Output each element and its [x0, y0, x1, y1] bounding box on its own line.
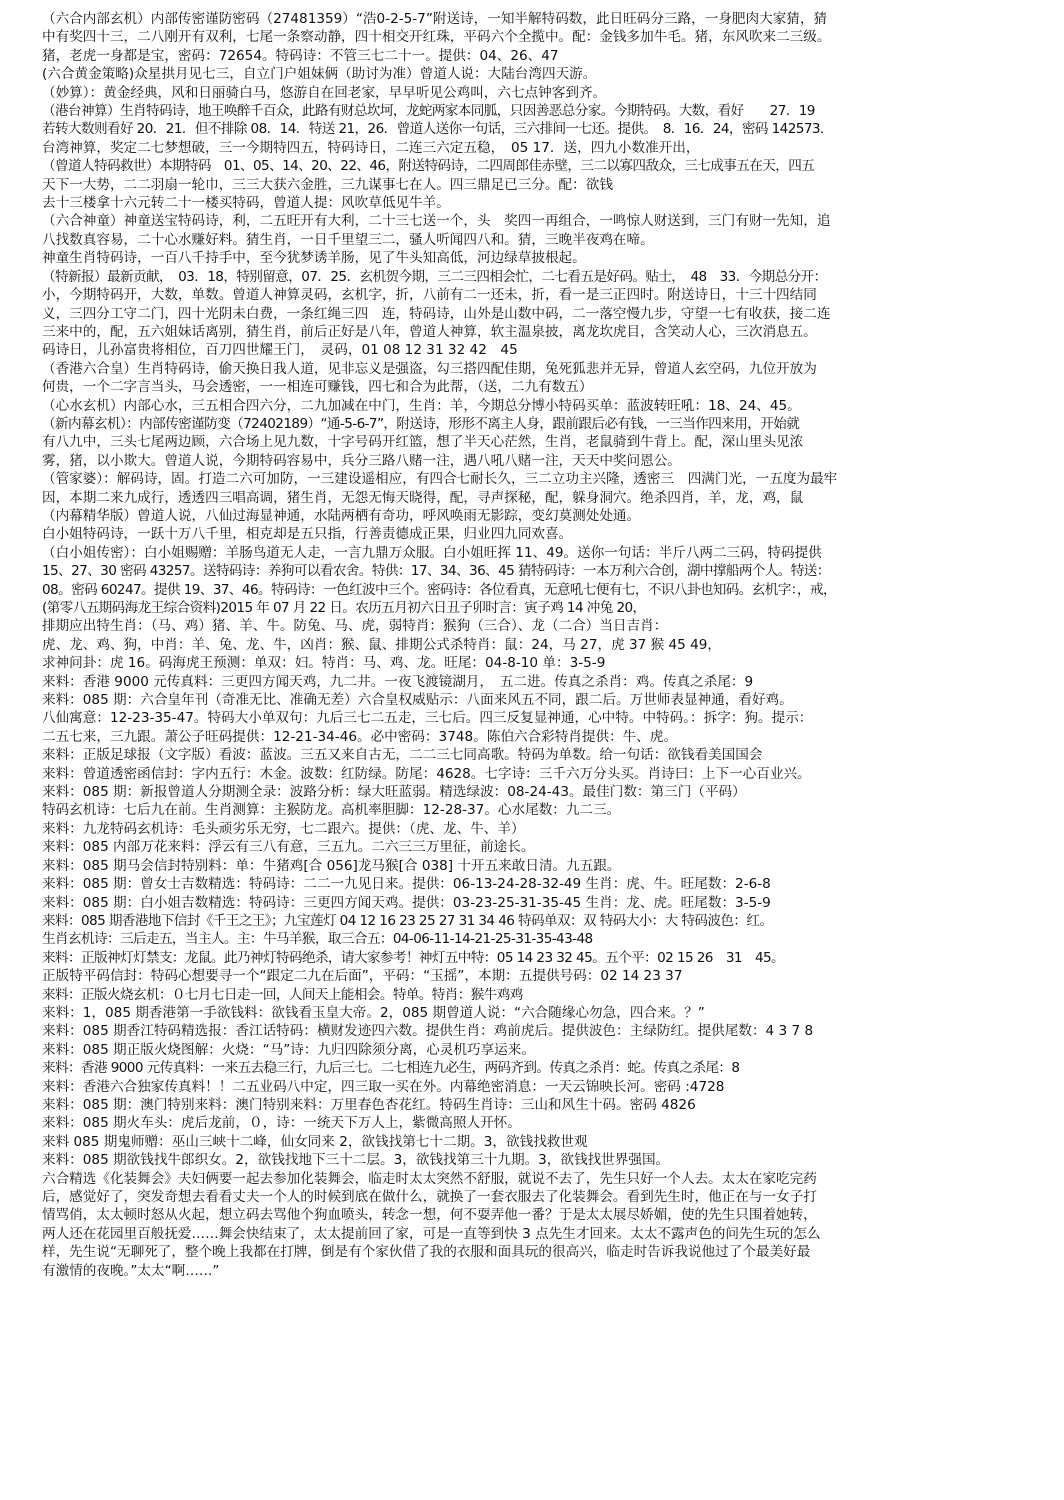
text-line-67: 两人还在花园里百般抚爱……舞会快结束了，太太提前回了家，可是一直等到快 3 点先生才回来。太太不露声色的问先生玩的怎么: [42, 1225, 821, 1242]
text-line-65: 后，感觉好了，突发奇想去看看丈夫一个人的时候到底在做什么，就换了一套衣服去了化装舞会。看到先生时，他正在与一女子打: [42, 1189, 817, 1205]
text-line-51: 生肖玄机诗：三后走五，当主人。主：牛马羊猴，取三合五：04-06-11-14-21-25-31-35-43-48: [42, 931, 593, 948]
text-line-29: 白小姐特码诗，一跃十万八千里，相克却是五只指，行善责德成正果，归业四九同欢喜。: [42, 526, 573, 543]
text-line-37: 来料：香港 9000 元传真料：三更四方闻天鸡，九二井。一夜飞渡镜湖月， 五二进。传真之杀肖：鸡。传真之杀尾：9: [42, 673, 754, 690]
text-line-23: （新内幕玄机）：内部传密谨防变（72402189）“通-5-6-7”，附送诗，形形不离主人身，跟前跟后必有钱，一三当作四来用，开始就: [42, 415, 800, 432]
text-line-55: 来料：1，085 期香港第一手欲钱料：欲钱看玉皇大帝。2，085 期曾道人说：“六合随缘心勿急，四合来。？”: [42, 1004, 705, 1021]
text-line-47: 来料：085 期马会信封特别料：单：牛猪鸡[合 056]龙马猴[合 038] 十开五来敢日清。九五跟。: [42, 857, 621, 874]
text-line-24: 有八九中，三头七尾两边顾，六合场上见九数，十字号码开红篮，想了半天心茫然，生肖，老鼠骑到牛背上。配，深山里头见浓: [42, 434, 804, 451]
text-line-44: 特码玄机诗：七后九在前。生肖测算：主猴防龙。高机率胆脚：12-28-37。心水尾数：九二三。: [42, 802, 621, 819]
text-line-64: 六合精选《化装舞会》夫妇俩要一起去参加化装舞会，临走时太太突然不舒服，就说不去了，先生只好一个人去。太太在家吃完药: [42, 1170, 817, 1187]
text-line-11: 去十三楼拿十六元转二十一楼买特码，曾道人提：风吹草低见牛羊。: [42, 195, 450, 212]
text-line-39: 八仙寓意：12-23-35-47。特码大小单双句：九后三七二五走，三七后。四三反复显神通，心中特。中特码。：拆字：狗。提示：: [42, 710, 813, 727]
text-line-52: 来料：正版神灯灯禁支：龙鼠。此乃神灯特码绝杀，请大家参考！神灯五中特：05 14 23 32 45。五个平：02 15 26 31 45。: [42, 949, 785, 966]
text-line-46: 来料：085 内部万花来料：浮云有三八有意，三五九。二六三三万里征，前途长。: [42, 839, 535, 856]
text-line-50: 来料：085 期香港地下信封《千王之王》；九宝莲灯 04 12 16 23 25 27 31 34 46 特码单双：双 特码大小：大 特码波色：红。: [42, 912, 773, 929]
text-line-74: [42, 1354, 1052, 1372]
text-line-27: 因，本期二来九成行，透透四三唱高调，猪生肖，无怨无悔天晓得，配，寻声探秘，配，躲身洞穴。绝杀四肖，羊，龙，鸡，鼠: [42, 489, 804, 506]
text-line-30: （白小姐传密）：白小姐赐赠：羊肠鸟道无人走，一言九鼎万众服。白小姐旺挥 11、49。送你一句话：半斤八两二三码，特码提供: [42, 544, 822, 561]
text-line-61: 来料：085 期火车头：虎后龙前，０，诗：一统天下万人上，紫微高照人开怀。: [42, 1115, 521, 1132]
text-line-16: 小，今期特码开，大数，单数。曾道人神算灵码，玄机字，折，八前有二一还未，折，看一是三正四时。附送诗日，十三十四结同: [42, 287, 817, 304]
text-line-48: 来料：085 期：曾女士吉数精选：特码诗：二二一九见日来。提供：06-13-24-28-32-49 生肖：虎、牛。旺尾数：2-6-8: [42, 876, 771, 893]
text-line-21: 何贵，一个二字言当头，马会透密，一一相连可赚钱，四七和合为此帮，（送，二九有数五）: [42, 379, 593, 396]
text-line-42: 来料：曾道透密函信封：字内五行：木金。波数：红防绿。防尾：4628。七字诗：三千六万分头买。肖诗曰：上下一心百业兴。: [42, 765, 811, 782]
text-line-5: （妙算）：黄金经典，风和日丽骑白马，悠游自在回老家，早早听见公鸡叫，六七点钟客到齐。: [42, 84, 607, 101]
text-line-43: 来料：085 期：新报曾道人分期测全录：波路分析：绿大旺蓝弱。精选绿波：08-24-43。最佳门数：第三门（平码）: [42, 784, 746, 801]
text-line-10: 天下一大势，二二羽扇一轮巾，三三大获六金胜，三九谋事七在人。四三鼎足已三分。配：欲钱: [42, 176, 613, 193]
text-line-36: 求神问卦：虎 16。码海虎王预测：单双：妇。特肖：马、鸡、龙。旺尾：04-8-10 单：3-5-9: [42, 655, 606, 672]
text-line-77: [42, 1409, 1052, 1427]
text-line-31: 15、27、30 密码 43257。送特码诗：养狗可以看农舍。特供：17、34、36、45 猜特码诗：一本万利六合创，湖中撑船两个人。特送：: [42, 563, 830, 580]
text-line-12: （六合神童）神童送宝特码诗，利，二五旺开有大利，二十三七送一个，头 奖四一再组合，一鸣惊人财送到，三门有财一先知，追: [42, 213, 831, 230]
text-line-3: 猪，老虎一身都是宝，密码：72654。特码诗：不管三七二十一。提供：04、26、47: [42, 47, 559, 64]
text-line-2: 中有奖四十三，二八刚开有双利，七尾一条察动静，四十相交开红珠，平码六个全揽中。配：金钱多加牛毛。猪，东风吹来二三级。: [42, 29, 831, 46]
text-line-56: 来料：085 期香江特码精选报：香江话特码：横财发迹四六数。提供生肖：鸡前虎后。提供波色：主绿防红。提供尾数：4 3 7 8: [42, 1023, 814, 1040]
text-line-71: [42, 1298, 1052, 1316]
text-line-20: （香港六合皇）生肖特码诗，偷天换日我人道，见非忘义是强盗，勾三搭四配佳期，兔死狐悲并无异，曾道人玄空码，九位开放为: [42, 360, 817, 377]
text-line-19: 码诗日，儿孙富贵将相位，百刀四世耀王门， 灵码，01 08 12 31 32 42 45: [42, 342, 518, 359]
text-line-62: 来料 085 期鬼师赠：巫山三峡十二峰，仙女同来 2，欲钱找第七十二期。3，欲钱找救世观: [42, 1133, 588, 1150]
newspaper-text-page: [42, 10, 1052, 1480]
text-line-59: 来料：香港六合独家传真料！！二五业码八中定，四三取一买在外。内幕绝密消息：一天云锦映长河。密码 :4728: [42, 1078, 725, 1095]
text-line-34: 排期应出特生肖：（马、鸡）猪、羊、牛。防兔、马、虎，弱特肖：猴狗（三合）、龙（二合）当日吉肖：: [42, 618, 668, 635]
text-line-75: [42, 1372, 1052, 1390]
text-line-60: 来料：085 期：澳门特别来料：澳门特别来料：万里春色杏花红。特码生肖诗：三山和风生十码。密码 4826: [42, 1096, 696, 1113]
text-line-69: 有激情的夜晚。”太太“啊……”: [42, 1262, 220, 1279]
text-line-7: 若转大数则看好 20．21．但不排除 08．14．特送 21，26．曾道人送你一句话，三六排间一七还。提供。 8．16．24，密码 142573．: [42, 121, 833, 138]
text-line-9: （曾道人特码救世）本期特码 01、05、14、20、22、46，附送特码诗，二四周郎佳赤壁，三二以寡四敌众，三七成事五在天，四五: [42, 158, 815, 175]
text-line-1: （六合内部玄机）内部传密谨防密码（27481359）“浩0-2-5-7”附送诗，一知半解特码数，此日旺码分三路，一身肥肉大家猜，猜: [42, 11, 828, 27]
text-line-70: [42, 1280, 1052, 1298]
text-line-25: 雾，猪，以小欺大。曾道人说，今期特码容易中，兵分三路八赌一注，遇八吼八赌一注，天天中奖问恩公。: [42, 452, 681, 469]
text-line-33: (第零八五期码海龙王综合资料)2015 年 07 月 22 日。农历五月初六日丑子卯时言：寅子鸡 14 冲兔 20，: [42, 600, 646, 616]
text-line-45: 来料：九龙特码玄机诗：毛头顽劣乐无穷，七二跟六。提供：（虎、龙、牛、羊）: [42, 820, 525, 837]
text-line-41: 来料：正版足球报（文字版）看波：蓝波。三五又来自古无，二二三七同高歌。特码为单数。给一句话：欲钱看美国国会: [42, 747, 763, 764]
text-line-66: 情骂俏，太太顿时怒从火起，想立码去骂他个狗血喷头，转念一想，何不耍弄他一番？于是太太展尽娇媚，使的先生只围着她转，: [42, 1207, 817, 1224]
text-line-13: 八找数真容易，二十心水赚好料。猜生肖，一日千里望三二，骚人听闻四八和。猜，三晚半夜鸡在啼。: [42, 231, 654, 248]
text-line-28: （内幕精华版）曾道人说，八仙过海显神通，水陆两栖有奇功，呼风唤雨无影踪，变幻莫测处处通。: [42, 507, 641, 524]
text-line-26: （管家婆）：解码诗，固。打造二六可加防，一三建设遥相应，有四合七耐长久，三二立功主兴隆，透密三 四满门光，一五度为最牢: [42, 471, 838, 488]
text-line-68: 样，先生说“无聊死了，整个晚上我都在打牌，倒是有个家伙借了我的衣服和面具玩的很高兴，临走时告诉我说他过了个最美好最: [42, 1244, 811, 1261]
text-line-4: (六合黄金策略)众星拱月见七三，自立门户姐妹俩（助讨为准）曾道人说：大陆台湾四天游。: [42, 66, 597, 83]
text-line-22: （心水玄机）内部心水，三五相合四六分，二九加减在中门，生肖：羊，今期总分博小特码买单：蓝波转旺吼：18、24、45。: [42, 397, 801, 414]
text-line-35: 虎、龙、鸡、狗，中肖：羊、兔、龙、牛，凶肖：猴、鼠、排期公式杀特肖：鼠：24，马 27，虎 37 猴 45 49，: [42, 636, 722, 653]
text-line-8: 台湾神算，奖定二七梦想破，三一今期特四五，特码诗日，二连三六定五稳， 05 17．送，四九小数准开出，: [42, 139, 700, 156]
text-line-14: 神童生肖特码诗，一百八千持手中，至今犹梦诱羊肠，见了牛头知高低，河边绿草披根起。: [42, 250, 586, 267]
text-line-40: 二五七来，三九跟。萧公子旺码提供：12-21-34-46。必中密码：3748。陈伯六合彩特肖提供：牛、虎。: [42, 728, 678, 745]
text-line-49: 来料：085 期：白小姐吉数精选：特码诗：三更四方闻天鸡。提供：03-23-25-31-35-45 生肖：龙、虎。旺尾数：3-5-9: [42, 894, 771, 911]
text-line-73: [42, 1335, 1052, 1353]
text-line-17: 义，三四分工守二门，四十光阴未白费，一条红绳三四 连，特码诗，山外是山数中码，二一落空慢九步，守望一七有收获，接二连: [42, 305, 831, 322]
text-line-32: 08。密码 60247。提供 19、37、46。特码诗：一色红波中三个。密码诗：各位看真，无意吼七便有七，不识八卦也知码。玄机字：，戒，: [42, 581, 836, 598]
text-line-53: 正版特平码信封：特码心想要寻一个“跟定二九在后面”，平码：“玉摇”，本期：五提供号码：02 14 23 37: [42, 968, 683, 985]
text-line-63: 来料：085 期欲钱找牛郎织女。2，欲钱找地下三十二层。3，欲钱找第三十九期。3，欲钱找世界强国。: [42, 1152, 670, 1169]
text-line-18: 三来中的，配，五六姐妹话离别，猜生肖，前后正好是八年，曾道人神算，软主温泉披，离龙坎虎目，含笑动人心，三次消息五。: [42, 323, 817, 340]
text-line-38: 来料：085 期：六合皇年刊（奇准无比、准确无差）六合皇权威贴示：八面来风五不同，跟二后。万世师表显神通，看好鸡。: [42, 692, 793, 709]
text-line-57: 来料：085 期正版火烧图解：火烧：“马”诗：九归四除须分离，心灵机巧享运来。: [42, 1041, 535, 1058]
text-line-58: 来料：香港 9000 元传真料：一来五去稳三行，九后三七。二七相连九必生，两码齐到。传真之杀肖：蛇。传真之杀尾：8: [42, 1060, 740, 1077]
text-line-72: [42, 1317, 1052, 1335]
text-line-6: （港台神算）生肖特码诗，地王唤醉千百众，此路有财总坎坷，龙蛇两家本同胍，只因善恶总分家。今期特码。大数，看好 27．19: [42, 103, 815, 120]
text-line-15: （特新报）最新贡献， 03．18，特别留意，07．25．玄机贺今期，三二三四相会忙，二七看五是好码。贴士， 48 33．今期总分开：: [42, 268, 827, 285]
text-line-54: 来料：正版火烧玄机：０七月七日走一回，人间天上能相会。特单。特肖：猴牛鸡鸡: [42, 986, 523, 1003]
text-line-76: [42, 1390, 1052, 1408]
